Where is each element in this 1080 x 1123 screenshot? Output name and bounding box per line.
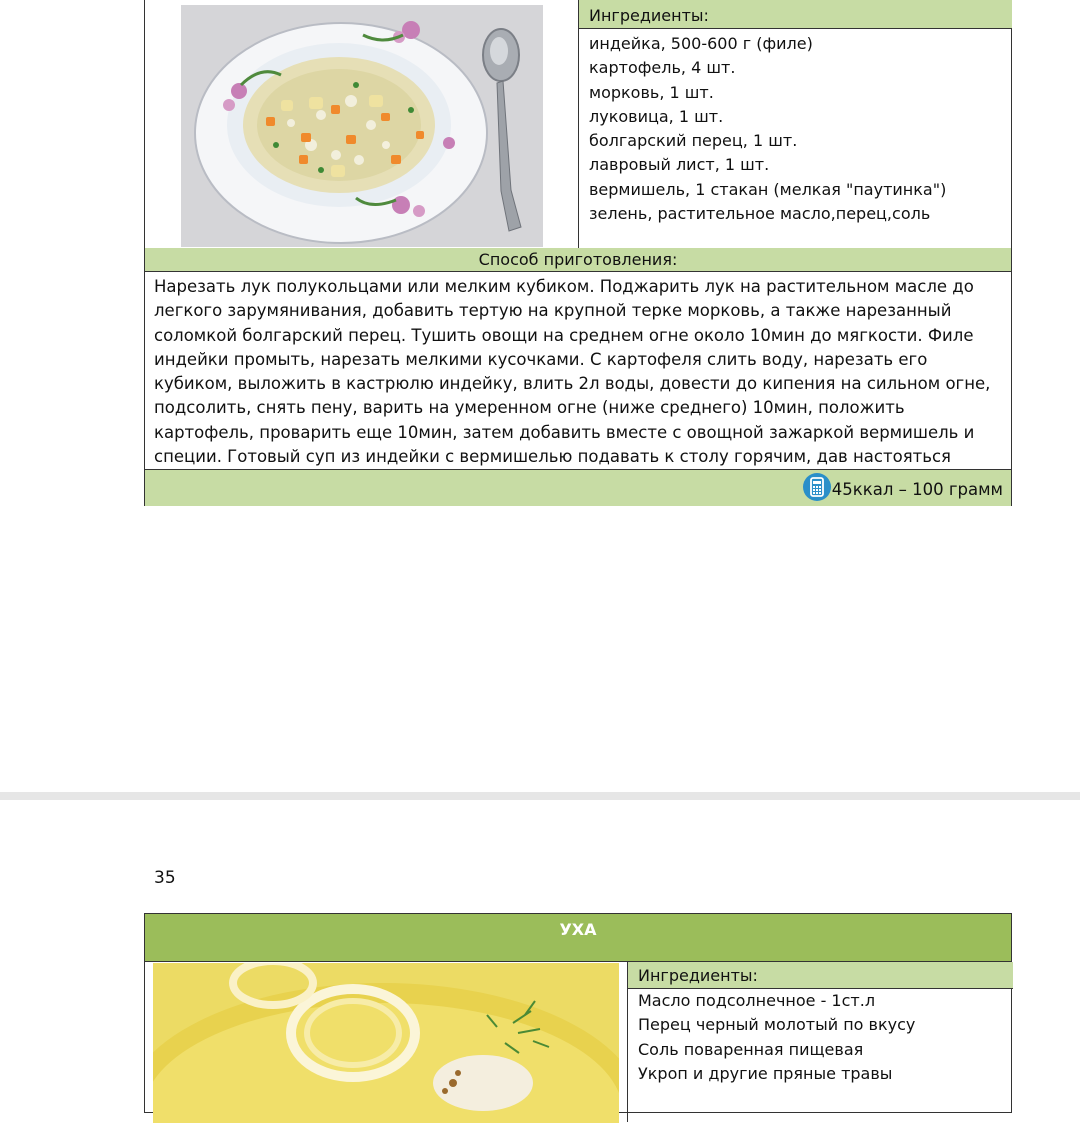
ingredient-item: болгарский перец, 1 шт.: [589, 131, 798, 151]
calories-footer: [145, 469, 1011, 506]
ingredient-item: Соль поваренная пищевая: [638, 1039, 864, 1059]
recipe-card-ukha: [144, 913, 1012, 1113]
turkey-noodle-soup-photo: [181, 5, 543, 247]
page-separator: [0, 792, 1080, 800]
ingredient-item: Масло подсолнечное - 1ст.л: [638, 991, 876, 1010]
recipe-top-row: [145, 0, 1011, 249]
method-header: Способ приготовления:: [145, 248, 1011, 272]
ingredients-header: Ингредиенты:: [579, 0, 1012, 29]
recipe-photo-cell: [145, 0, 579, 248]
recipe-photo-cell: [153, 963, 619, 1123]
ingredient-item: индейка, 500-600 г (филе): [589, 34, 813, 53]
ingredient-item: Перец черный молотый по вкусу: [638, 1015, 916, 1035]
ingredient-item: морковь, 1 шт.: [589, 82, 714, 102]
fish-soup-photo: [153, 963, 619, 1123]
ingredients-header: Ингредиенты:: [628, 962, 1013, 989]
ingredient-item: вермишель, 1 стакан (мелкая "паутинка"): [589, 179, 947, 199]
method-text: Нарезать лук полукольцами или мелким кубиком. Поджарить лук на растительном масле до легкого зарумянивания, добавить тертую на крупной терке морковь, а также нарезанный соломкой болгарский перец. Тушить овощи на среднем огне около 10мин до мягкости. Филе индейки промыть, нарезать мелкими кусочками. С картофеля слить воду, нарезать его кубиком, выложить в кастрюлю индейку, влить 2л воды, довести до кипения на сильном огне, подсолить, снять пену, варить на умеренном огне (ниже среднего) 10мин, положить картофель, проварить еще 10мин, затем добавить вместе с овощной зажаркой вермишель и специи. Готовый суп из индейки с вермишелью подавать к столу горячим, дав настояться: [154, 277, 991, 467]
ingredient-item: зелень, растительное масло,перец,соль: [589, 204, 931, 224]
ingredients-list: [638, 989, 1008, 1086]
ingredient-item: луковица, 1 шт.: [589, 106, 724, 126]
page-number: 35: [154, 868, 176, 888]
calculator-icon[interactable]: [803, 473, 831, 501]
ingredient-item: картофель, 4 шт.: [589, 58, 736, 78]
calories-label: 45ккал – 100 грамм: [831, 480, 1003, 499]
recipe-title: УХА: [145, 914, 1011, 962]
ingredient-item: лавровый лист, 1 шт.: [589, 155, 770, 175]
ingredient-item: Укроп и другие пряные травы: [638, 1063, 893, 1083]
ingredients-list: [589, 32, 1009, 226]
recipe-card-turkey-soup: [144, 0, 1012, 506]
